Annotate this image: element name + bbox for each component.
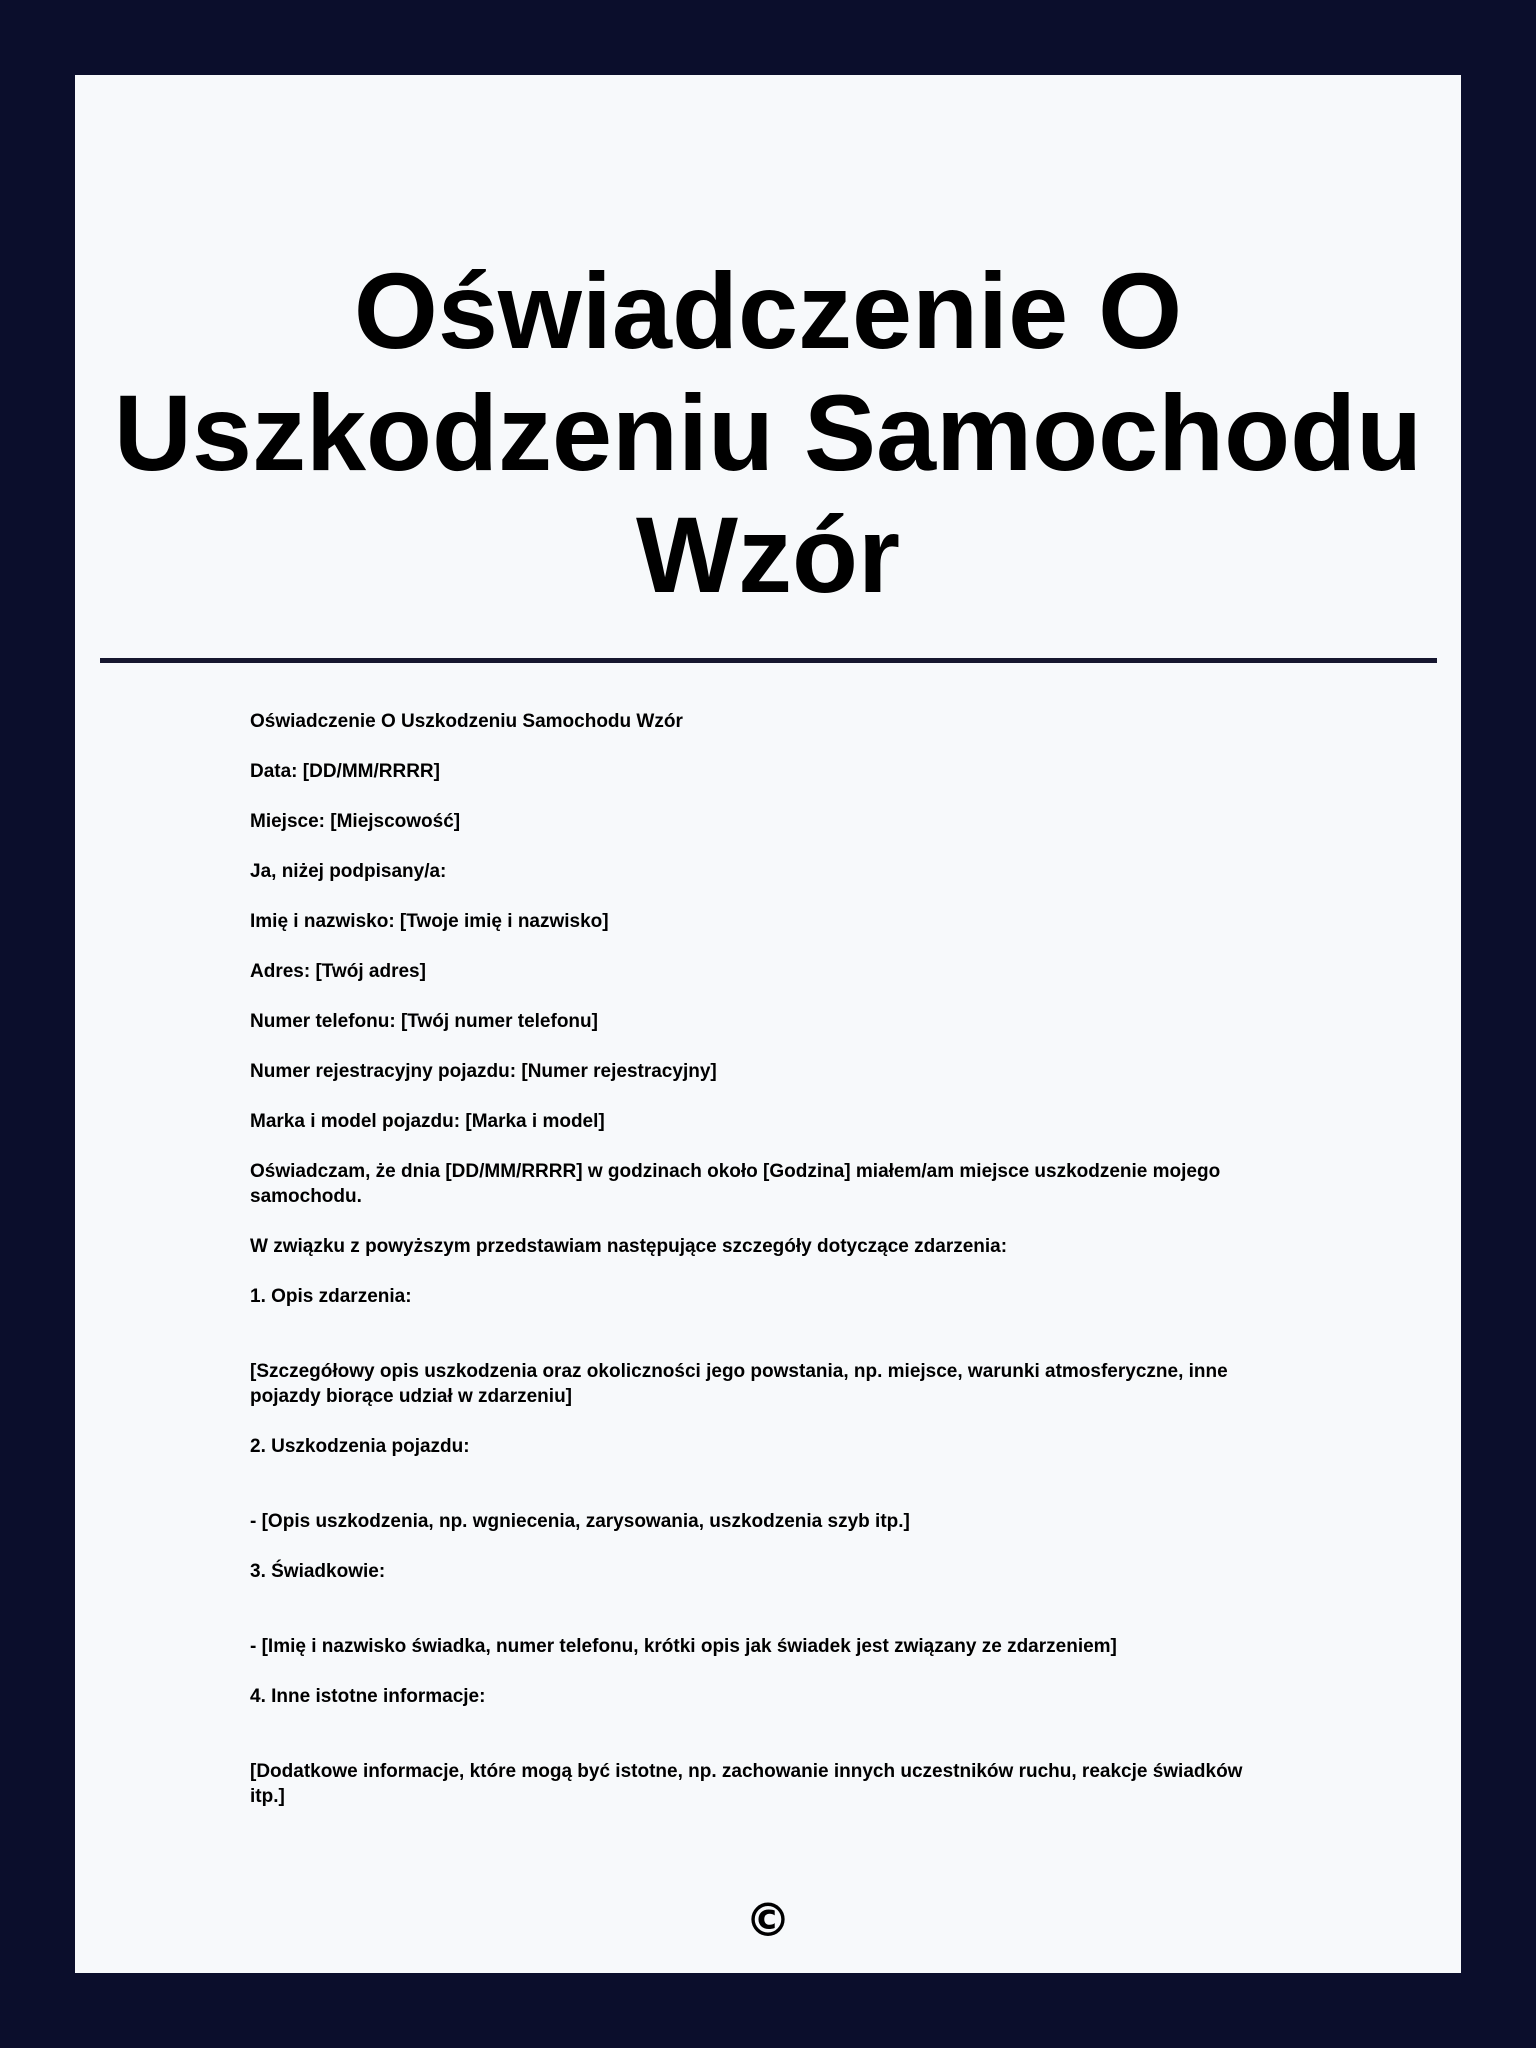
address-line: Adres: [Twój adres] <box>250 961 426 982</box>
title-line-2: Uszkodzeniu Samochodu <box>113 372 1423 493</box>
section-3-title: 3. Świadkowie: <box>250 1561 386 1582</box>
title-line-1: Oświadczenie O <box>353 250 1183 371</box>
section-1-title: 1. Opis zdarzenia: <box>250 1286 412 1307</box>
document-title <box>75 250 1461 616</box>
document-body <box>250 709 1350 1834</box>
title-line-3: Wzór <box>636 494 900 615</box>
place-line: Miejsce: [Miejscowość] <box>250 811 461 832</box>
details-intro: W związku z powyższym przedstawiam następujące szczegóły dotyczące zdarzenia: <box>250 1236 1008 1257</box>
section-2-title: 2. Uszkodzenia pojazdu: <box>250 1436 470 1457</box>
body-heading: Oświadczenie O Uszkodzeniu Samochodu Wzór <box>250 711 683 732</box>
document-page <box>75 75 1461 1973</box>
section-3-body: - [Imię i nazwisko świadka, numer telefonu, krótki opis jak świadek jest związany ze zdarzeniem] <box>250 1636 1117 1657</box>
registration-line: Numer rejestracyjny pojazdu: [Numer rejestracyjny] <box>250 1061 717 1082</box>
section-4-title: 4. Inne istotne informacje: <box>250 1686 486 1707</box>
statement-paragraph: Oświadczam, że dnia [DD/MM/RRRR] w godzinach około [Godzina] miałem/am miejsce uszkodzenie mojego samochodu. <box>250 1161 1221 1207</box>
name-line: Imię i nazwisko: [Twoje imię i nazwisko] <box>250 911 609 932</box>
intro-line: Ja, niżej podpisany/a: <box>250 861 447 882</box>
section-1-body: [Szczegółowy opis uszkodzenia oraz okoliczności jego powstania, np. miejsce, warunki atmosferyczne, inne pojazdy biorące udział w zdarzeniu] <box>250 1361 1228 1407</box>
date-line: Data: [DD/MM/RRRR] <box>250 761 440 782</box>
copyright-icon: © <box>745 1893 791 1947</box>
phone-line: Numer telefonu: [Twój numer telefonu] <box>250 1011 598 1032</box>
section-4-body: [Dodatkowe informacje, które mogą być istotne, np. zachowanie innych uczestników ruchu, reakcje świadków itp.] <box>250 1761 1243 1807</box>
make-model-line: Marka i model pojazdu: [Marka i model] <box>250 1111 605 1132</box>
section-2-body: - [Opis uszkodzenia, np. wgniecenia, zarysowania, uszkodzenia szyb itp.] <box>250 1511 910 1532</box>
title-divider <box>100 658 1437 663</box>
